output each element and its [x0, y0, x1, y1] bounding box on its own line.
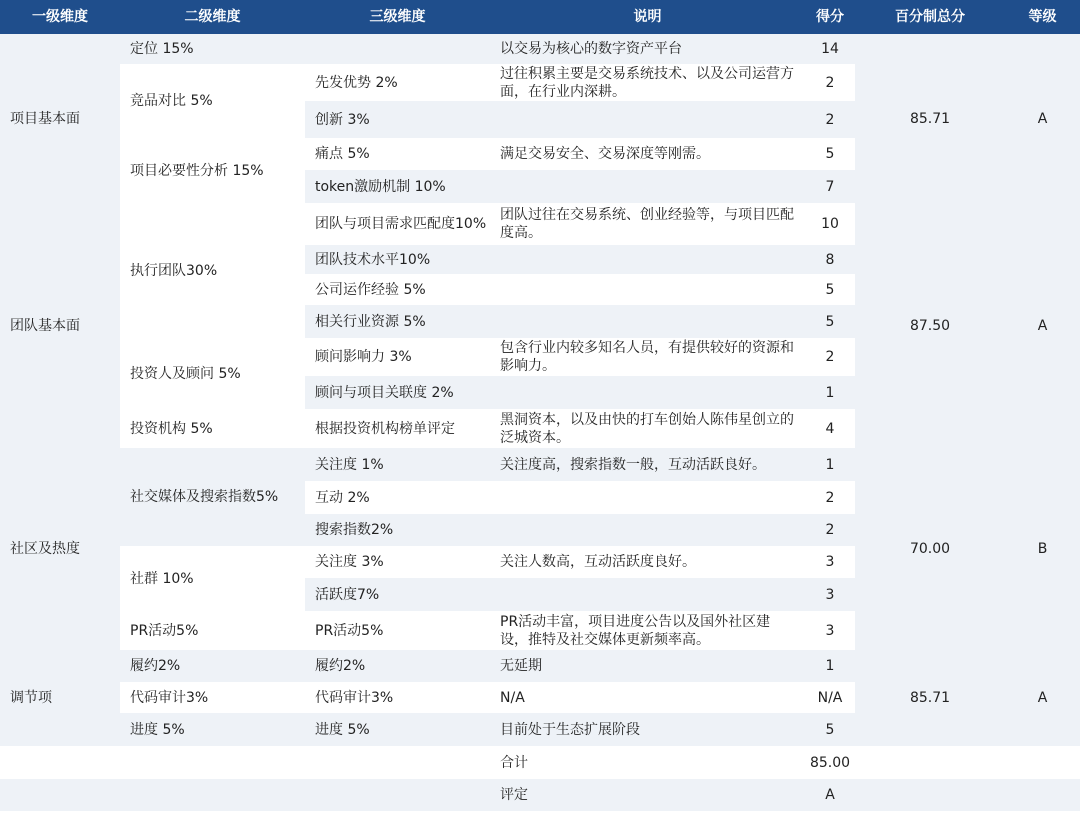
summary-blank [0, 779, 120, 811]
level2-label: 代码审计3% [120, 682, 305, 713]
description: 无延期 [490, 650, 805, 682]
description: 包含行业内较多知名人员，有提供较好的资源和影响力。 [490, 338, 805, 376]
score: 4 [805, 409, 855, 448]
score: 2 [805, 514, 855, 546]
level2-label: 社交媒体及搜索指数5% [120, 448, 305, 546]
summary-value: 85.00 [805, 746, 855, 779]
header-total: 百分制总分 [895, 9, 965, 25]
level2-label: 执行团队30% [120, 203, 305, 338]
level1-label: 调节项 [0, 650, 120, 746]
score: 5 [805, 305, 855, 338]
summary-value: A [805, 779, 855, 811]
score: 5 [805, 713, 855, 746]
level3-label: 互动 2% [305, 481, 490, 514]
level3-label: 进度 5% [305, 713, 490, 746]
description [490, 101, 805, 138]
score: 8 [805, 245, 855, 274]
level3-label: 团队技术水平10% [305, 245, 490, 274]
summary-blank [120, 779, 305, 811]
score: 5 [805, 274, 855, 305]
total-score: 85.71 [855, 34, 1005, 203]
header-description: 说明 [633, 9, 662, 25]
level3-label: 关注度 3% [305, 546, 490, 578]
level3-label: 关注度 1% [305, 448, 490, 481]
level3-label: 搜索指数2% [305, 514, 490, 546]
summary-blank [1005, 779, 1080, 811]
level3-label: 活跃度7% [305, 578, 490, 611]
score: 3 [805, 611, 855, 650]
description: 过往积累主要是交易系统技术、以及公司运营方面，在行业内深耕。 [490, 64, 805, 101]
level3-label: 根据投资机构榜单评定 [305, 409, 490, 448]
grade: B [1005, 448, 1080, 650]
score: 14 [805, 34, 855, 64]
summary-blank [305, 746, 490, 779]
level2-label: 投资人及顾问 5% [120, 338, 305, 409]
score: 3 [805, 546, 855, 578]
level3-label: 痛点 5% [305, 138, 490, 170]
level3-label: 团队与项目需求匹配度10% [305, 203, 490, 245]
level2-label: 竞品对比 5% [120, 64, 305, 138]
grade: A [1005, 203, 1080, 448]
score: 2 [805, 101, 855, 138]
summary-label: 合计 [490, 746, 805, 779]
summary-blank [1005, 746, 1080, 779]
level1-label: 社区及热度 [0, 448, 120, 650]
score: 7 [805, 170, 855, 203]
description: N/A [490, 682, 805, 713]
score: 3 [805, 578, 855, 611]
header-level3: 三级维度 [369, 9, 426, 25]
level3-label: 相关行业资源 5% [305, 305, 490, 338]
level2-label: 定位 15% [120, 34, 305, 64]
grade: A [1005, 650, 1080, 746]
score: 2 [805, 64, 855, 101]
header-score: 得分 [816, 9, 844, 25]
level2-label: 履约2% [120, 650, 305, 682]
total-score: 85.71 [855, 650, 1005, 746]
level2-label: 投资机构 5% [120, 409, 305, 448]
score: 1 [805, 376, 855, 409]
grade: A [1005, 34, 1080, 203]
score: 2 [805, 338, 855, 376]
level3-label: 代码审计3% [305, 682, 490, 713]
level3-label: 公司运作经验 5% [305, 274, 490, 305]
table-header [0, 0, 1080, 34]
level3-label: token激励机制 10% [305, 170, 490, 203]
description: 团队过往在交易系统、创业经验等，与项目匹配度高。 [490, 203, 805, 245]
description: 目前处于生态扩展阶段 [490, 713, 805, 746]
description [490, 578, 805, 611]
description: 关注人数高，互动活跃度良好。 [490, 546, 805, 578]
description: 黑洞资本，以及由快的打车创始人陈伟星创立的泛城资本。 [490, 409, 805, 448]
summary-blank [305, 779, 490, 811]
level1-label: 项目基本面 [0, 34, 120, 203]
level3-label: 履约2% [305, 650, 490, 682]
level2-label: 项目必要性分析 15% [120, 138, 305, 203]
score: 5 [805, 138, 855, 170]
summary-blank [855, 746, 1005, 779]
level2-label: 进度 5% [120, 713, 305, 746]
score: N/A [805, 682, 855, 713]
score: 10 [805, 203, 855, 245]
level3-label: PR活动5% [305, 611, 490, 650]
summary-label: 评定 [490, 779, 805, 811]
header-grade: 等级 [1028, 9, 1057, 25]
description [490, 245, 805, 274]
total-score: 70.00 [855, 448, 1005, 650]
description: 满足交易安全、交易深度等刚需。 [490, 138, 805, 170]
description [490, 170, 805, 203]
summary-blank [0, 746, 120, 779]
level3-label: 先发优势 2% [305, 64, 490, 101]
header-level2: 二级维度 [184, 9, 241, 25]
description: 以交易为核心的数字资产平台 [490, 34, 805, 64]
summary-blank [120, 746, 305, 779]
header-level1: 一级维度 [32, 9, 88, 25]
summary-blank [855, 779, 1005, 811]
level2-label: PR活动5% [120, 611, 305, 650]
level1-label: 团队基本面 [0, 203, 120, 448]
score: 1 [805, 448, 855, 481]
score: 2 [805, 481, 855, 514]
description [490, 305, 805, 338]
score: 1 [805, 650, 855, 682]
description [490, 274, 805, 305]
description: 关注度高，搜索指数一般，互动活跃良好。 [490, 448, 805, 481]
description [490, 514, 805, 546]
description [490, 376, 805, 409]
total-score: 87.50 [855, 203, 1005, 448]
description: PR活动丰富，项目进度公告以及国外社区建设，推特及社交媒体更新频率高。 [490, 611, 805, 650]
level2-label: 社群 10% [120, 546, 305, 611]
level3-label [305, 34, 490, 64]
description [490, 481, 805, 514]
level3-label: 顾问与项目关联度 2% [305, 376, 490, 409]
level3-label: 顾问影响力 3% [305, 338, 490, 376]
level3-label: 创新 3% [305, 101, 490, 138]
